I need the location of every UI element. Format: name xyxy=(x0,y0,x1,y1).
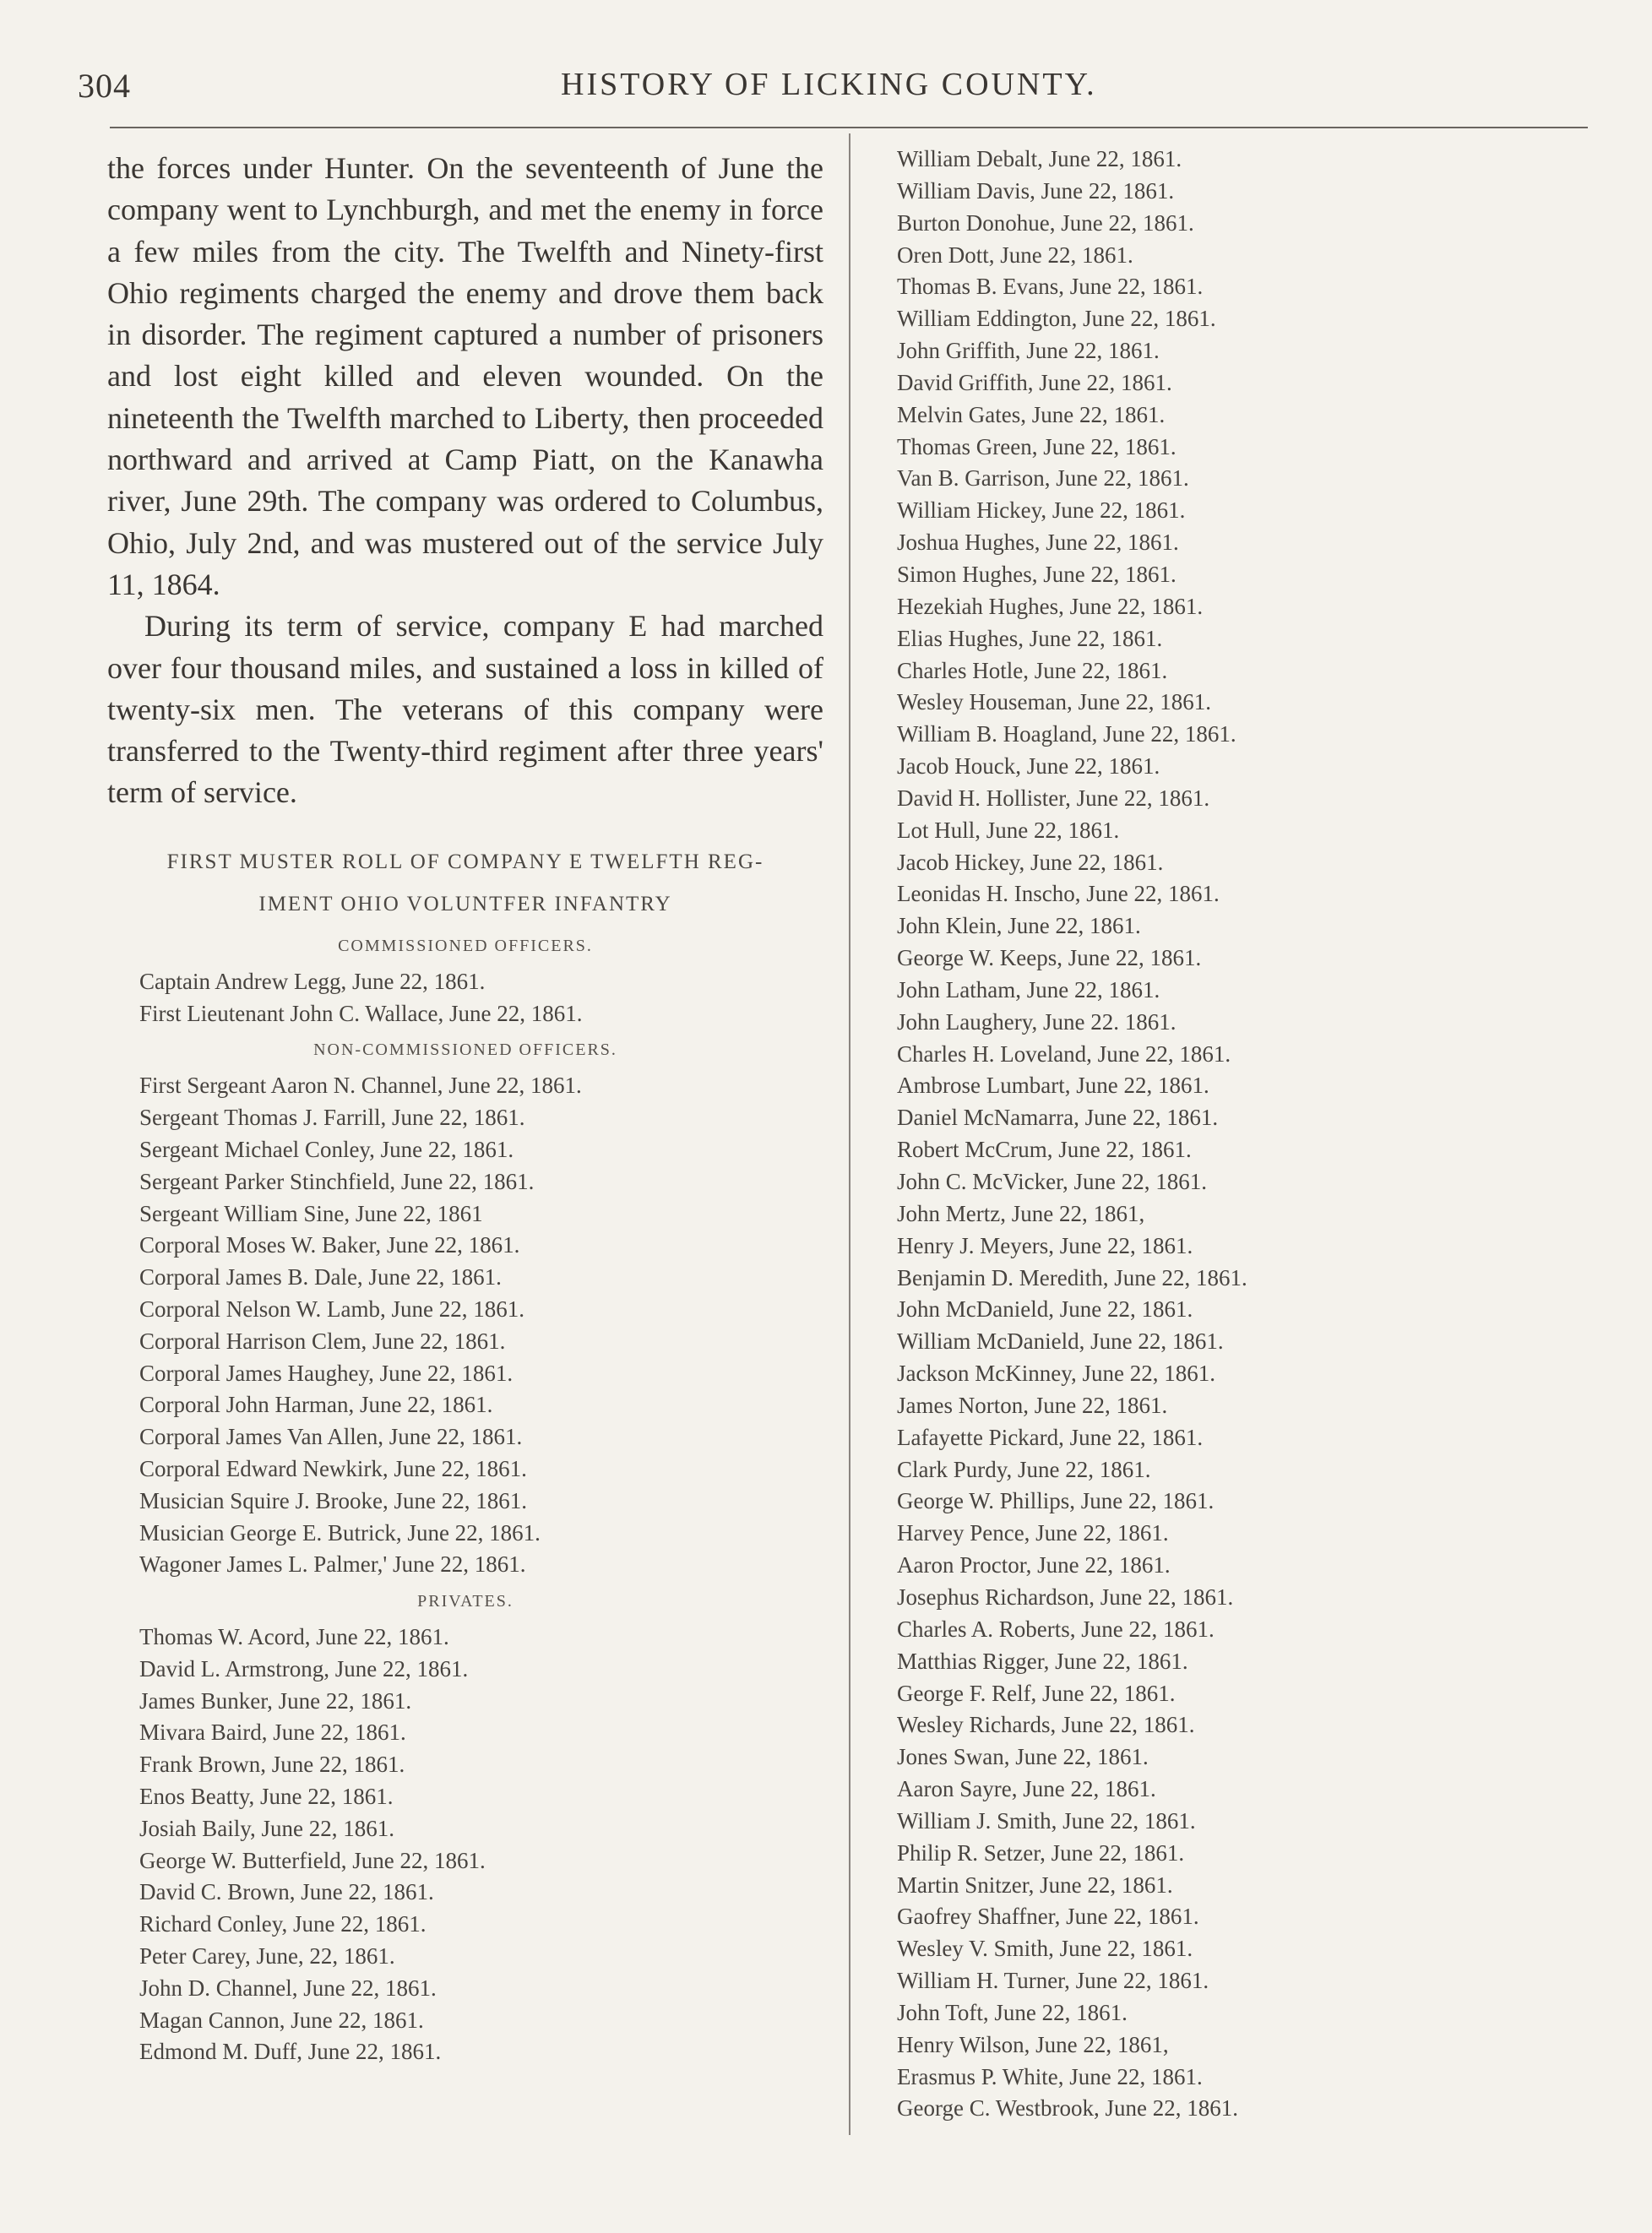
roster-entry: Enos Beatty, June 22, 1861. xyxy=(139,1784,394,1810)
roster-entry: Robert McCrum, June 22, 1861. xyxy=(897,1137,1192,1163)
column-divider xyxy=(849,133,850,2135)
roster-entry: Corporal James Van Allen, June 22, 1861. xyxy=(139,1424,523,1450)
roster-entry: Hezekiah Hughes, June 22, 1861. xyxy=(897,593,1204,619)
roster-entry: Thomas B. Evans, June 22, 1861. xyxy=(897,274,1204,300)
roster-entry: Thomas Green, June 22, 1861. xyxy=(897,433,1177,459)
roster-entry: James Norton, June 22, 1861. xyxy=(897,1392,1168,1418)
muster-roll-heading-line: IMENT OHIO VOLUNTFER INFANTRY xyxy=(258,892,672,915)
roster-entry: William Davis, June 22, 1861. xyxy=(897,177,1175,204)
roster-entry: Burton Donohue, June 22, 1861. xyxy=(897,209,1194,236)
roster-entry: Philip R. Setzer, June 22, 1861. xyxy=(897,1839,1185,1866)
roster-entry: George W. Butterfield, June 22, 1861. xyxy=(139,1847,486,1873)
roster-entry: Simon Hughes, June 22, 1861. xyxy=(897,561,1177,587)
roster-entry: David C. Brown, June 22, 1861. xyxy=(139,1879,434,1905)
roster-entry: William J. Smith, June 22, 1861. xyxy=(897,1807,1196,1834)
roster-entry: David H. Hollister, June 22, 1861. xyxy=(897,785,1210,811)
roster-entry: Charles A. Roberts, June 22, 1861. xyxy=(897,1616,1215,1642)
roster-entry: First Lieutenant John C. Wallace, June 22, 1861. xyxy=(139,1000,583,1026)
muster-roll-heading-line: FIRST MUSTER ROLL OF COMPANY E TWELFTH REG- xyxy=(166,850,764,873)
roster-entry: Wesley Houseman, June 22, 1861. xyxy=(897,689,1212,715)
roster-entry: Mivara Baird, June 22, 1861. xyxy=(139,1720,406,1746)
roster-entry: John Toft, June 22, 1861. xyxy=(897,1999,1128,2025)
roster-entry: John Mertz, June 22, 1861, xyxy=(897,1200,1145,1226)
roster-entry: Sergeant Parker Stinchfield, June 22, 1861. xyxy=(139,1168,535,1194)
roster-entry: Aaron Sayre, June 22, 1861. xyxy=(897,1776,1156,1802)
roster-entry: Wesley V. Smith, June 22, 1861. xyxy=(897,1936,1193,1962)
left-column xyxy=(107,148,823,2068)
roster-entry: Wesley Richards, June 22, 1861. xyxy=(897,1712,1195,1738)
roster-entry: Corporal Harrison Clem, June 22, 1861. xyxy=(139,1328,506,1354)
roster-entry: William McDanield, June 22, 1861. xyxy=(897,1328,1224,1355)
muster-roll-heading xyxy=(107,841,823,926)
commissioned-officers-list xyxy=(107,966,823,1030)
roster-entry: Jones Swan, June 22, 1861. xyxy=(897,1744,1149,1770)
roster-entry: Richard Conley, June 22, 1861. xyxy=(139,1911,427,1937)
roster-entry: Jackson McKinney, June 22, 1861. xyxy=(897,1361,1215,1387)
roster-entry: John McDanield, June 22, 1861. xyxy=(897,1296,1193,1323)
non-commissioned-officers-heading: NON-COMMISSIONED OFFICERS. xyxy=(313,1040,617,1060)
roster-entry: William Eddington, June 22, 1861. xyxy=(897,306,1216,332)
commissioned-officers-heading: COMMISSIONED OFFICERS. xyxy=(338,936,593,955)
header-rule xyxy=(110,127,1588,128)
roster-entry: First Sergeant Aaron N. Channel, June 22, 1861. xyxy=(139,1073,582,1099)
roster-entry: Harvey Pence, June 22, 1861. xyxy=(897,1520,1169,1546)
roster-entry: Corporal Edward Newkirk, June 22, 1861. xyxy=(139,1455,527,1481)
roster-entry: William Hickey, June 22, 1861. xyxy=(897,497,1186,524)
narrative-paragraph: During its term of service, company E had marched over four thousand miles, and sustained a loss in killed of twenty-six men. The veterans of this company were transferred to the Twenty-third regiment after three years' term of service. xyxy=(107,609,823,810)
roster-entry: Lot Hull, June 22, 1861. xyxy=(897,817,1120,843)
page-number: 304 xyxy=(78,67,131,105)
roster-entry: Corporal John Harman, June 22, 1861. xyxy=(139,1392,493,1418)
running-head: HISTORY OF LICKING COUNTY. xyxy=(561,67,1097,102)
roster-entry: John C. McVicker, June 22, 1861. xyxy=(897,1169,1208,1194)
roster-entry: Wagoner James L. Palmer,' June 22, 1861. xyxy=(139,1551,526,1578)
roster-entry: Melvin Gates, June 22, 1861. xyxy=(897,401,1166,427)
roster-entry: Sergeant William Sine, June 22, 1861 xyxy=(139,1200,483,1226)
roster-entry: Aaron Proctor, June 22, 1861. xyxy=(897,1552,1171,1578)
right-column xyxy=(897,144,1623,2125)
roster-entry: Corporal James Haughey, June 22, 1861. xyxy=(139,1360,514,1386)
roster-entry: Martin Snitzer, June 22, 1861. xyxy=(897,1872,1173,1898)
roster-entry: Erasmus P. White, June 22, 1861. xyxy=(897,2063,1203,2089)
roster-entry: Van B. Garrison, June 22, 1861. xyxy=(897,465,1189,492)
roster-entry: Henry J. Meyers, June 22, 1861. xyxy=(897,1232,1193,1258)
roster-entry: Daniel McNamarra, June 22, 1861. xyxy=(897,1105,1219,1131)
roster-entry: Captain Andrew Legg, June 22, 1861. xyxy=(139,968,486,994)
roster-entry: Josephus Richardson, June 22, 1861. xyxy=(897,1584,1234,1610)
roster-entry: Edmond M. Duff, June 22, 1861. xyxy=(139,2039,442,2065)
roster-entry: James Bunker, June 22, 1861. xyxy=(139,1687,412,1714)
roster-entry: George W. Phillips, June 22, 1861. xyxy=(897,1488,1215,1514)
page-header xyxy=(78,66,1590,117)
privates-list-right xyxy=(897,144,1623,2125)
roster-entry: Sergeant Thomas J. Farrill, June 22, 1861. xyxy=(139,1105,525,1131)
narrative-text xyxy=(107,148,823,814)
roster-entry: Henry Wilson, June 22, 1861, xyxy=(897,2031,1169,2057)
roster-entry: Thomas W. Acord, June 22, 1861. xyxy=(139,1624,449,1650)
roster-entry: David Griffith, June 22, 1861. xyxy=(897,369,1172,395)
roster-entry: Musician Squire J. Brooke, June 22, 1861. xyxy=(139,1487,527,1513)
roster-entry: William H. Turner, June 22, 1861. xyxy=(897,1968,1209,1994)
roster-entry: Clark Purdy, June 22, 1861. xyxy=(897,1456,1151,1482)
roster-entry: Elias Hughes, June 22, 1861. xyxy=(897,625,1163,651)
roster-entry: Charles Hotle, June 22, 1861. xyxy=(897,657,1168,683)
roster-entry: William B. Hoagland, June 22, 1861. xyxy=(897,721,1236,747)
roster-entry: Lafayette Pickard, June 22, 1861. xyxy=(897,1424,1204,1450)
roster-entry: Ambrose Lumbart, June 22, 1861. xyxy=(897,1073,1209,1099)
roster-entry: George F. Relf, June 22, 1861. xyxy=(897,1680,1176,1706)
roster-entry: Leonidas H. Inscho, June 22, 1861. xyxy=(897,881,1220,907)
roster-entry: Corporal Nelson W. Lamb, June 22, 1861. xyxy=(139,1296,524,1322)
roster-entry: Josiah Baily, June 22, 1861. xyxy=(139,1815,394,1841)
roster-entry: John Latham, June 22, 1861. xyxy=(897,976,1160,1002)
roster-entry: John Klein, June 22, 1861. xyxy=(897,913,1141,939)
roster-entry: Corporal Moses W. Baker, June 22, 1861. xyxy=(139,1232,520,1258)
roster-entry: Gaofrey Shaffner, June 22, 1861. xyxy=(897,1904,1199,1930)
roster-entry: Oren Dott, June 22, 1861. xyxy=(897,242,1133,268)
privates-heading: PRIVATES. xyxy=(417,1592,514,1611)
roster-entry: Joshua Hughes, June 22, 1861. xyxy=(897,530,1179,556)
narrative-paragraph: the forces under Hunter. On the seventeenth of June the company went to Lynchburgh, and met the enemy in force a few miles from the city. The Twelfth and Ninety-first Ohio regiments charged the enemy and drove them back in disorder. The regiment captured a number of prisoners and lost eight killed and eleven wounded. On the nineteenth the Twelfth marched to Liberty, then proceeded northward and arrived at Camp Piatt, on the Kanawha river, June 29th. The company was ordered to Columbus, Ohio, July 2nd, and was mustered out of the service July 11, 1864. xyxy=(107,151,823,601)
roster-entry: Matthias Rigger, June 22, 1861. xyxy=(897,1648,1188,1674)
roster-entry: David L. Armstrong, June 22, 1861. xyxy=(139,1655,469,1682)
roster-entry: Magan Cannon, June 22, 1861. xyxy=(139,2007,424,2033)
roster-entry: Sergeant Michael Conley, June 22, 1861. xyxy=(139,1136,514,1162)
roster-entry: Peter Carey, June, 22, 1861. xyxy=(139,1943,395,1969)
roster-entry: Jacob Houck, June 22, 1861. xyxy=(897,753,1160,780)
roster-entry: William Debalt, June 22, 1861. xyxy=(897,146,1182,171)
roster-entry: Musician George E. Butrick, June 22, 1861. xyxy=(139,1519,541,1546)
roster-entry: John Griffith, June 22, 1861. xyxy=(897,338,1160,364)
roster-entry: Corporal James B. Dale, June 22, 1861. xyxy=(139,1264,502,1290)
roster-entry: George C. Westbrook, June 22, 1861. xyxy=(897,2095,1239,2122)
roster-entry: Benjamin D. Meredith, June 22, 1861. xyxy=(897,1264,1247,1290)
roster-entry: George W. Keeps, June 22, 1861. xyxy=(897,945,1202,971)
roster-entry: Jacob Hickey, June 22, 1861. xyxy=(897,849,1164,875)
privates-list-left xyxy=(107,1622,823,2068)
roster-entry: Charles H. Loveland, June 22, 1861. xyxy=(897,1040,1231,1067)
roster-entry: Frank Brown, June 22, 1861. xyxy=(139,1752,405,1778)
roster-entry: John D. Channel, June 22, 1861. xyxy=(139,1975,437,2001)
non-commissioned-officers-list xyxy=(107,1070,823,1581)
roster-entry: John Laughery, June 22. 1861. xyxy=(897,1008,1177,1035)
